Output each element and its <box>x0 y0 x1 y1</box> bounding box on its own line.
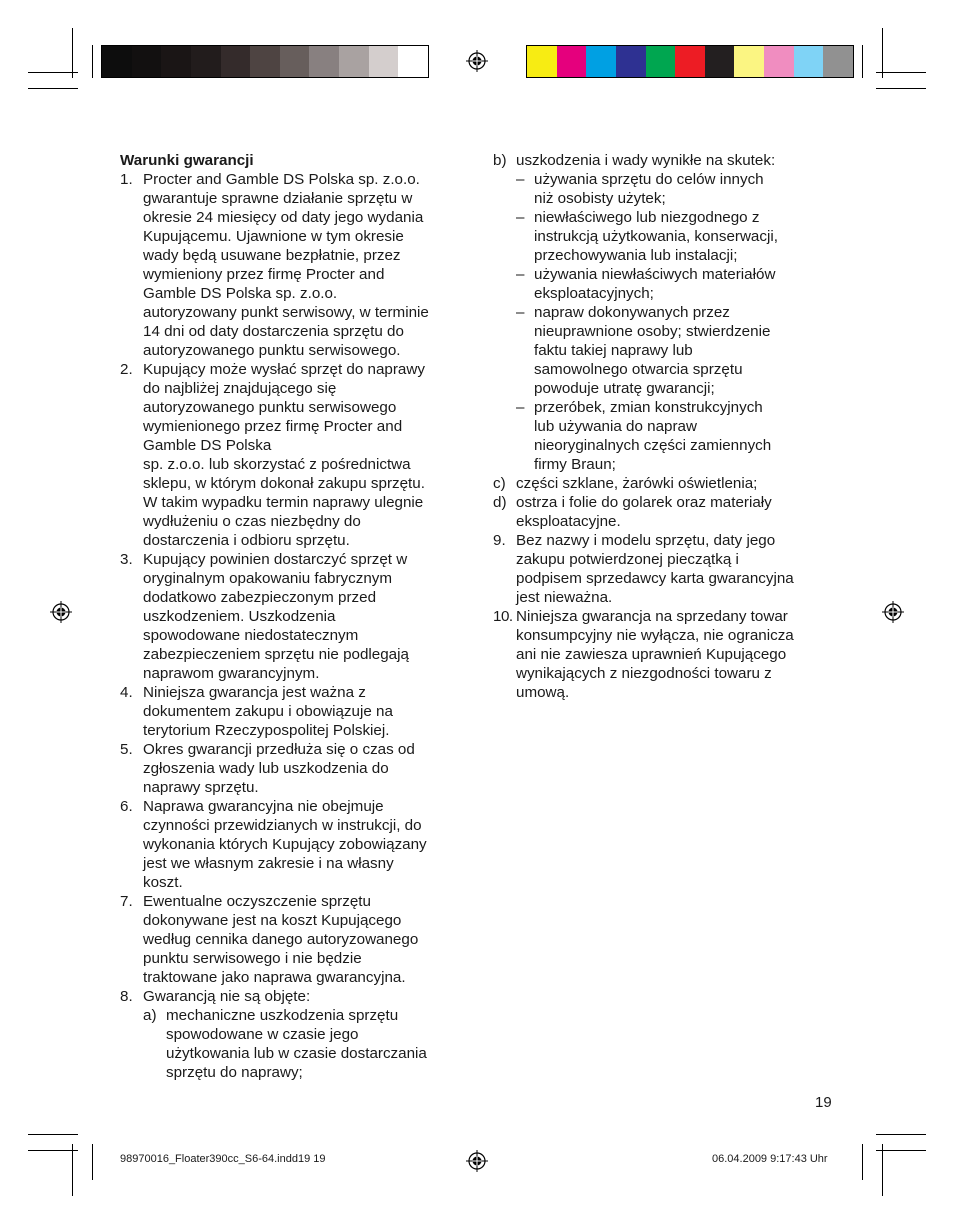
text-line: okresie 24 miesięcy od daty jego wydania <box>143 209 424 226</box>
registration-mark-icon <box>466 1150 488 1172</box>
crop-mark <box>876 1150 926 1151</box>
text-line: firmy Braun; <box>534 456 616 473</box>
text-line: faktu takiej naprawy lub <box>534 342 693 359</box>
item-number: 2. <box>120 361 133 378</box>
text-line: dokonywane jest na koszt Kupującego <box>143 912 402 929</box>
text-line: Kupującemu. Ujawnione w tym okresie <box>143 228 404 245</box>
item-number: 3. <box>120 551 133 568</box>
gray-swatch <box>369 46 399 77</box>
crop-mark <box>28 88 78 89</box>
text-line: wydłużeniu o czas niezbędny do <box>143 513 361 530</box>
text-line: Bez nazwy i modelu sprzętu, daty jego <box>516 532 776 549</box>
gray-swatch <box>191 46 221 77</box>
text-line: Gwarancją nie są objęte: <box>143 988 311 1005</box>
text-line: części szklane, żarówki oświetlenia; <box>516 475 758 492</box>
item-number: – <box>516 399 525 416</box>
text-line: autoryzowanego punktu serwisowego. <box>143 342 401 359</box>
text-line: zgłoszenia wady lub uszkodzenia do <box>143 760 389 777</box>
text-line: przechowywania lub instalacji; <box>534 247 738 264</box>
gray-swatch <box>398 46 428 77</box>
crop-mark <box>876 72 926 73</box>
text-line: naprawy sprzętu. <box>143 779 259 796</box>
list-item <box>120 550 470 683</box>
text-line: Gamble DS Polska <box>143 437 272 454</box>
crop-mark <box>28 1134 78 1135</box>
dash-item <box>516 208 841 265</box>
right-column <box>493 151 841 702</box>
sub-item <box>493 493 818 531</box>
gray-swatch <box>221 46 251 77</box>
crop-mark <box>862 45 863 78</box>
color-swatch <box>734 46 764 77</box>
text-line: użytkowania lub w czasie dostarczania <box>166 1045 427 1062</box>
gray-swatch <box>309 46 339 77</box>
text-line: używania niewłaściwych materiałów <box>534 266 776 283</box>
gray-swatch <box>102 46 132 77</box>
text-line: sp. z.o.o. lub skorzystać z pośrednictwa <box>143 456 411 473</box>
item-number: – <box>516 209 525 226</box>
process-color-bar <box>526 45 854 78</box>
text-line: Kupujący powinien dostarczyć sprzęt w <box>143 551 408 568</box>
text-line: traktowane jako naprawa gwarancyjna. <box>143 969 406 986</box>
list-item <box>120 797 470 892</box>
crop-mark <box>72 1144 73 1196</box>
item-number: 7. <box>120 893 133 910</box>
text-line: powoduje utratę gwarancji; <box>534 380 715 397</box>
text-line: niewłaściwego lub niezgodnego z <box>534 209 760 226</box>
list-item <box>493 607 818 702</box>
text-line: gwarantuje sprawne działanie sprzętu w <box>143 190 413 207</box>
warranty-terms-list <box>120 170 470 1006</box>
color-swatch <box>616 46 646 77</box>
text-line: według cennika danego autoryzowanego <box>143 931 419 948</box>
text-line: koszt. <box>143 874 183 891</box>
footer-file-info: 98970016_Floater390cc_S6-64.indd19 19 <box>120 1153 326 1165</box>
text-line: 14 dni od daty dostarczenia sprzętu do <box>143 323 404 340</box>
item-number: d) <box>493 494 507 511</box>
list-item <box>120 360 470 550</box>
grayscale-color-bar <box>101 45 429 78</box>
crop-mark <box>882 1144 883 1196</box>
list-item <box>120 170 470 360</box>
text-line: używania sprzętu do celów innych <box>534 171 764 188</box>
text-line: terytorium Rzeczypospolitej Polskiej. <box>143 722 390 739</box>
crop-mark <box>882 28 883 78</box>
gray-swatch <box>132 46 162 77</box>
text-line: dokumentem zakupu i obowiązuje na <box>143 703 393 720</box>
crop-mark <box>862 1144 863 1180</box>
item-number: 1. <box>120 171 133 188</box>
text-line: Procter and Gamble DS Polska sp. z.o.o. <box>143 171 420 188</box>
text-line: Naprawa gwarancyjna nie obejmuje <box>143 798 384 815</box>
text-line: nieuprawnione osoby; stwierdzenie <box>534 323 771 340</box>
color-swatch <box>675 46 705 77</box>
text-line: ostrza i folie do golarek oraz materiały <box>516 494 772 511</box>
item-number: 8. <box>120 988 133 1005</box>
text-line: konsumpcyjny nie wyłącza, nie ogranicza <box>516 627 794 644</box>
text-line: eksploatacyjnych; <box>534 285 654 302</box>
registration-mark-icon <box>882 601 904 623</box>
sub-item <box>493 151 818 170</box>
list-item <box>493 531 818 607</box>
text-line: do najbliżej znajdującego się <box>143 380 337 397</box>
color-swatch <box>557 46 587 77</box>
registration-mark-icon <box>466 50 488 72</box>
crop-mark <box>72 28 73 78</box>
exclusion-a <box>120 1006 470 1082</box>
item-number: 5. <box>120 741 133 758</box>
item-number: 6. <box>120 798 133 815</box>
color-swatch <box>823 46 853 77</box>
item-number: 10. <box>493 608 513 625</box>
text-line: wady będą usuwane bezpłatnie, przez <box>143 247 401 264</box>
item-number: 4. <box>120 684 133 701</box>
gray-swatch <box>280 46 310 77</box>
dash-item <box>516 170 841 208</box>
text-line: podpisem sprzedawcy karta gwarancyjna <box>516 570 794 587</box>
warranty-terms-list-continued <box>493 531 818 702</box>
item-number: b) <box>493 152 507 169</box>
text-line: instrukcją użytkowania, konserwacji, <box>534 228 778 245</box>
text-line: oryginalnym opakowaniu fabrycznym <box>143 570 393 587</box>
text-line: sprzętu do naprawy; <box>166 1064 303 1081</box>
dash-item <box>516 303 841 398</box>
dash-item <box>516 398 841 474</box>
text-line: niż osobisty użytek; <box>534 190 666 207</box>
text-line: autoryzowanego punktu serwisowego <box>143 399 397 416</box>
crop-mark <box>876 1134 926 1135</box>
sub-item <box>493 474 818 493</box>
crop-mark <box>92 1144 93 1180</box>
text-line: napraw dokonywanych przez <box>534 304 730 321</box>
text-line: uszkodzeniem. Uszkodzenia <box>143 608 336 625</box>
text-line: dostarczenia i odbioru sprzętu. <box>143 532 350 549</box>
text-line: sklepu, w którym dokonał zakupu sprzętu. <box>143 475 425 492</box>
text-line: ani nie zawiesza uprawnień Kupującego <box>516 646 787 663</box>
text-line: uszkodzenia i wady wynikłe na skutek: <box>516 152 776 169</box>
dash-item <box>516 265 841 303</box>
text-line: spowodowane niedostatecznym <box>143 627 359 644</box>
text-line: umową. <box>516 684 570 701</box>
text-line: zakupu potwierdzonej pieczątką i <box>516 551 739 568</box>
text-line: nieoryginalnych części zamiennych <box>534 437 772 454</box>
color-swatch <box>646 46 676 77</box>
list-item <box>120 683 470 740</box>
color-swatch <box>764 46 794 77</box>
crop-mark <box>876 88 926 89</box>
item-number: – <box>516 304 525 321</box>
text-line: spowodowane w czasie jego <box>166 1026 359 1043</box>
footer-timestamp: 06.04.2009 9:17:43 Uhr <box>712 1153 828 1165</box>
text-line: autoryzowany punkt serwisowy, w terminie <box>143 304 429 321</box>
text-line: jest nieważna. <box>516 589 613 606</box>
text-line: Okres gwarancji przedłuża się o czas od <box>143 741 415 758</box>
text-line: samowolnego otwarcia sprzętu <box>534 361 743 378</box>
exclusion-b-cases <box>516 170 841 474</box>
crop-mark <box>92 45 93 78</box>
text-line: czynności przewidzianych w instrukcji, do <box>143 817 422 834</box>
text-line: Gamble DS Polska sp. z.o.o. <box>143 285 338 302</box>
exclusion-b <box>493 151 818 170</box>
list-item <box>120 740 470 797</box>
gray-swatch <box>250 46 280 77</box>
text-line: wymieniony przez firmę Procter and <box>143 266 385 283</box>
gray-swatch <box>339 46 369 77</box>
crop-mark <box>28 1150 78 1151</box>
text-line: jest we własnym zakresie i na własny <box>143 855 394 872</box>
text-line: zabezpieczeniem sprzętu nie podlegają <box>143 646 409 663</box>
text-line: mechaniczne uszkodzenia sprzętu <box>166 1007 399 1024</box>
crop-mark <box>28 72 78 73</box>
text-line: Kupujący może wysłać sprzęt do naprawy <box>143 361 425 378</box>
text-line: Niniejsza gwarancja na sprzedany towar <box>516 608 788 625</box>
page-number: 19 <box>815 1094 832 1111</box>
text-line: lub używania do napraw <box>534 418 697 435</box>
text-line: wykonania których Kupujący zobowiązany <box>143 836 427 853</box>
color-swatch <box>705 46 735 77</box>
text-line: W takim wypadku termin naprawy ulegnie <box>143 494 424 511</box>
registration-mark-icon <box>50 601 72 623</box>
color-swatch <box>527 46 557 77</box>
text-line: Ewentualne oczyszczenie sprzętu <box>143 893 371 910</box>
color-swatch <box>586 46 616 77</box>
exclusion-c-d <box>493 474 818 531</box>
gray-swatch <box>161 46 191 77</box>
item-number: 9. <box>493 532 506 549</box>
text-line: naprawom gwarancyjnym. <box>143 665 320 682</box>
text-line: przeróbek, zmian konstrukcyjnych <box>534 399 763 416</box>
text-line: Niniejsza gwarancja jest ważna z <box>143 684 366 701</box>
text-line: wymienionego przez firmę Procter and <box>143 418 403 435</box>
list-item <box>120 892 470 987</box>
sub-item <box>143 1006 470 1082</box>
text-line: eksploatacyjne. <box>516 513 621 530</box>
item-number: – <box>516 171 525 188</box>
item-number: – <box>516 266 525 283</box>
left-column <box>120 151 470 1082</box>
item-number: c) <box>493 475 506 492</box>
item-number: a) <box>143 1007 157 1024</box>
color-swatch <box>794 46 824 77</box>
text-line: wynikających z niezgodności towaru z <box>516 665 772 682</box>
text-line: punktu serwisowego i nie będzie <box>143 950 362 967</box>
text-line: dodatkowo zabezpieczonym przed <box>143 589 377 606</box>
list-item <box>120 987 470 1006</box>
section-heading: Warunki gwarancji <box>120 152 254 169</box>
